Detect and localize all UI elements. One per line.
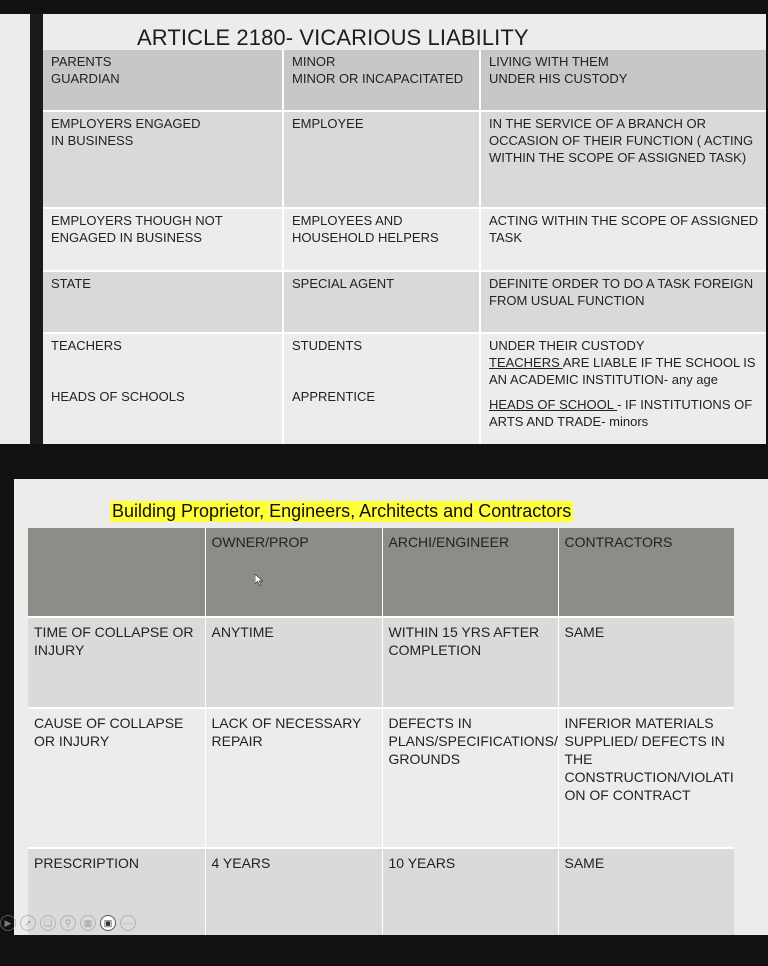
table-cell bbox=[283, 333, 480, 444]
header-cell bbox=[43, 50, 283, 111]
table-cell: SAME bbox=[558, 617, 734, 708]
pointer-icon[interactable]: ➚ bbox=[20, 915, 36, 931]
table-cell: SAME bbox=[558, 848, 734, 935]
table-row bbox=[43, 208, 766, 271]
table-cell: ANYTIME bbox=[205, 617, 382, 708]
cell-text: SPECIAL AGENT bbox=[292, 276, 395, 291]
table-header-row bbox=[43, 50, 766, 111]
cell-text: EMPLOYEE bbox=[292, 116, 364, 131]
cell-text: DEFINITE ORDER TO DO A TASK FOREIGN FROM USUAL FUNCTION bbox=[489, 276, 754, 308]
table-cell bbox=[43, 271, 283, 333]
cell-text-students: STUDENTS bbox=[292, 338, 363, 353]
header-cell-owner: OWNER/PROP bbox=[205, 528, 382, 617]
table-cell bbox=[480, 271, 766, 333]
header-text-minor: MINOR MINOR OR INCAPACITATED bbox=[292, 54, 464, 86]
table-cell: 4 YEARS bbox=[205, 848, 382, 935]
table-cell: TIME OF COLLAPSE OR INJURY bbox=[28, 617, 205, 708]
more-icon[interactable]: ⋯ bbox=[120, 915, 136, 931]
cell-text: EMPLOYERS THOUGH NOT ENGAGED IN BUSINESS bbox=[51, 213, 223, 245]
heads-liability-text: - IF INSTITUTIONS OF ARTS AND TRADE- minors bbox=[489, 397, 753, 429]
cell-text: EMPLOYEES AND HOUSEHOLD HELPERS bbox=[292, 213, 439, 245]
table-cell bbox=[480, 111, 766, 208]
table-cell: LACK OF NECESSARY REPAIR bbox=[205, 708, 382, 848]
table-cell bbox=[283, 111, 480, 208]
cell-text: STATE bbox=[51, 276, 91, 291]
table-row bbox=[28, 617, 734, 708]
camera-icon[interactable]: ▣ bbox=[100, 915, 116, 931]
table-cell bbox=[43, 111, 283, 208]
slide1-left-margin bbox=[0, 14, 30, 444]
table-cell bbox=[480, 333, 766, 444]
table-cell: INFERIOR MATERIALS SUPPLIED/ DEFECTS IN THE CONSTRUCTION/VIOLATI ON OF CONTRACT bbox=[558, 708, 734, 848]
table-row bbox=[43, 271, 766, 333]
cell-text-custody: UNDER THEIR CUSTODY bbox=[489, 338, 645, 353]
header-text-parents: PARENTS GUARDIAN bbox=[51, 54, 120, 86]
cell-text-heads-of-schools: HEADS OF SCHOOLS bbox=[51, 389, 185, 404]
cell-text-heads-liability bbox=[489, 396, 760, 430]
header-cell-contractors: CONTRACTORS bbox=[558, 528, 734, 617]
slide1-title: ARTICLE 2180- VICARIOUS LIABILITY bbox=[137, 25, 529, 50]
slide2-left-margin bbox=[0, 479, 14, 935]
cell-text: EMPLOYERS ENGAGED IN BUSINESS bbox=[51, 116, 201, 148]
table-row bbox=[43, 111, 766, 208]
slide2-title: Building Proprietor, Engineers, Architects and Contractors bbox=[112, 501, 572, 521]
table-cell bbox=[480, 208, 766, 271]
table-cell: 10 YEARS bbox=[382, 848, 558, 935]
search-icon[interactable]: ⚲ bbox=[60, 915, 76, 931]
table-cell bbox=[43, 208, 283, 271]
cell-text: IN THE SERVICE OF A BRANCH OR OCCASION OF THEIR FUNCTION ( ACTING WITHIN THE SCOPE OF ASSIGNED TASK) bbox=[489, 116, 754, 165]
header-cell-archi-engineer: ARCHI/ENGINEER bbox=[382, 528, 558, 617]
table-cell bbox=[43, 333, 283, 444]
table-cell: PRESCRIPTION bbox=[28, 848, 205, 935]
grid-icon[interactable]: ▦ bbox=[80, 915, 96, 931]
underlined-term-heads: HEADS OF SCHOOL bbox=[489, 397, 618, 412]
header-cell bbox=[480, 50, 766, 111]
table-header-row bbox=[28, 528, 734, 617]
table-row bbox=[43, 333, 766, 444]
presentation-controls bbox=[0, 912, 136, 934]
table-cell bbox=[283, 208, 480, 271]
cell-text: ACTING WITHIN THE SCOPE OF ASSIGNED TASK bbox=[489, 213, 759, 245]
table-cell: CAUSE OF COLLAPSE OR INJURY bbox=[28, 708, 205, 848]
cell-text-apprentice: APPRENTICE bbox=[292, 389, 376, 404]
slide-vicarious-liability bbox=[43, 14, 766, 444]
table-cell: DEFECTS IN PLANS/SPECIFICATIONS/ GROUNDS bbox=[382, 708, 558, 848]
copy-icon[interactable]: ❏ bbox=[40, 915, 56, 931]
mouse-cursor-icon bbox=[255, 573, 263, 591]
building-liability-table bbox=[28, 528, 734, 935]
cell-text-teachers-liability bbox=[489, 354, 760, 388]
header-cell bbox=[283, 50, 480, 111]
play-icon[interactable]: ▶ bbox=[0, 915, 16, 931]
header-text-living: LIVING WITH THEM UNDER HIS CUSTODY bbox=[489, 54, 628, 86]
slide1-side-bar bbox=[30, 14, 43, 444]
slide-building-liability bbox=[14, 479, 768, 935]
cell-text-teachers: TEACHERS bbox=[51, 338, 122, 353]
table-cell bbox=[283, 271, 480, 333]
teachers-liability-text: ARE LIABLE IF THE SCHOOL IS AN ACADEMIC INSTITUTION- any age bbox=[489, 355, 756, 387]
table-row bbox=[28, 708, 734, 848]
header-cell-empty bbox=[28, 528, 205, 617]
underlined-term-teachers: TEACHERS bbox=[489, 355, 563, 370]
vicarious-liability-table bbox=[43, 50, 766, 444]
table-cell: WITHIN 15 YRS AFTER COMPLETION bbox=[382, 617, 558, 708]
